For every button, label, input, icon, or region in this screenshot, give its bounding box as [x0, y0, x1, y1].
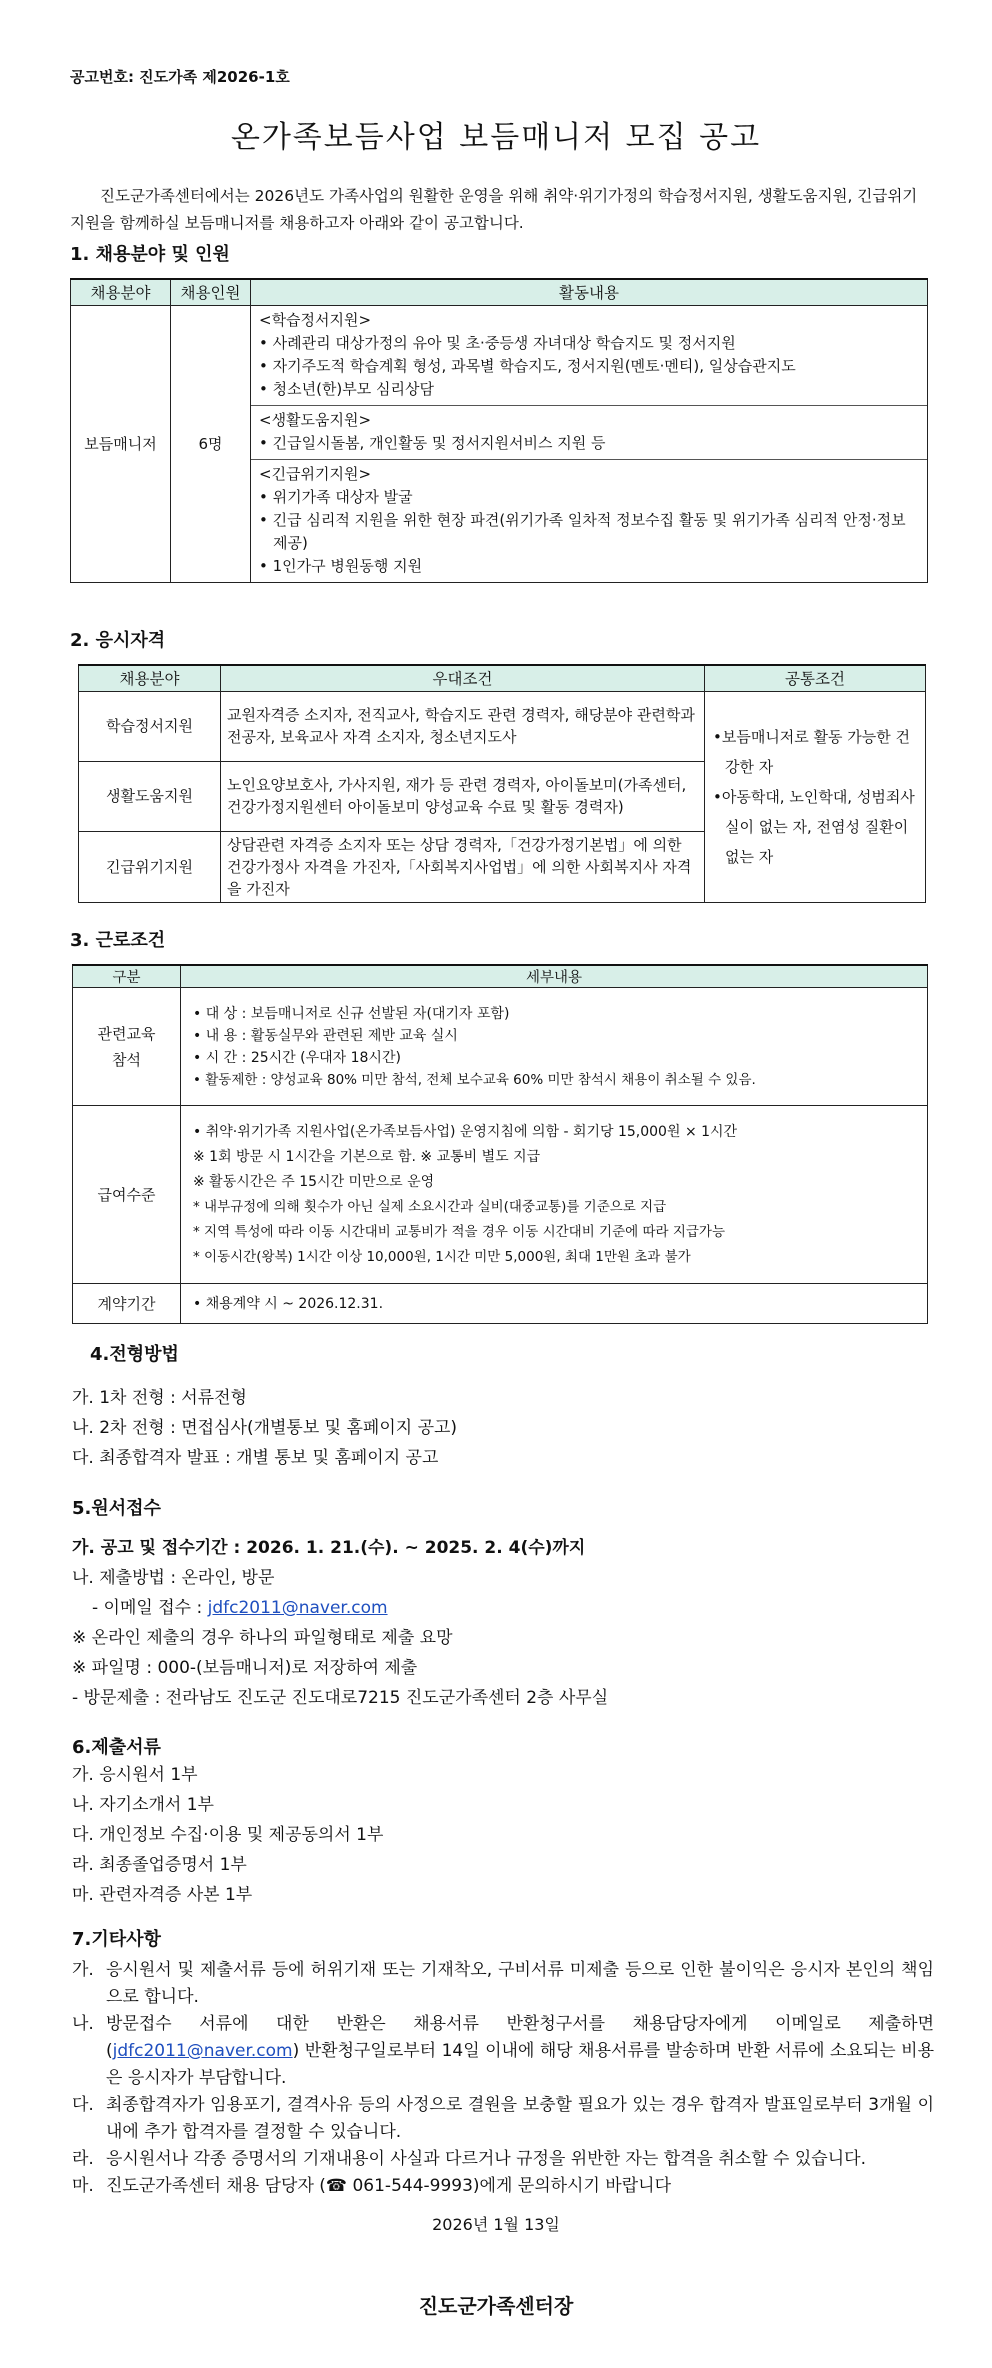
- document-item: 마. 관련자격증 사본 1부: [72, 1885, 253, 1905]
- page-title: 온가족보듬사업 보듬매니저 모집 공고: [230, 120, 762, 155]
- activity-line: • 위기가족 대상자 발굴: [259, 487, 413, 506]
- application-note: ※ 파일명 : 000-(보듬매니저)로 저장하여 제출: [72, 1658, 418, 1678]
- note-text: 최종합격자가 임용포기, 결격사유 등의 사정으로 결원을 보충할 필요가 있는 경우 합격자 발표일로부터 3개월 이내에 추가 합격자를 결정할 수 있습니다.: [106, 2095, 934, 2142]
- section5-heading: 5.원서접수: [72, 1498, 161, 1519]
- activity-group-learning: [251, 306, 927, 405]
- condition-label: 계약기간: [73, 1284, 181, 1324]
- activity-group-title: <긴급위기지원>: [259, 464, 372, 483]
- condition-detail: [181, 1106, 928, 1284]
- col-field: 채용분야: [71, 279, 171, 305]
- condition-line: ※ 활동시간은 주 15시간 미만으로 운영: [193, 1173, 435, 1190]
- activity-group-emergency: [251, 459, 927, 582]
- note-item: [72, 1957, 934, 2011]
- note-text: 진도군가족센터 채용 담당자 (☎ 061-544-9993)에게 문의하시기 바랍니다: [106, 2176, 671, 2196]
- col-detail: 세부내용: [181, 965, 928, 988]
- notice-number: 공고번호: 진도가족 제2026-1호: [70, 68, 290, 86]
- note-label: 라.: [72, 2149, 94, 2169]
- condition-label: 급여수준: [73, 1106, 181, 1284]
- note-item: [72, 2011, 934, 2092]
- note-item: [72, 2092, 934, 2146]
- activity-group-title: <학습정서지원>: [259, 310, 372, 329]
- note-label: 나.: [72, 2014, 94, 2034]
- qualification-table: [78, 664, 926, 903]
- condition-line: * 이동시간(왕복) 1시간 이상 10,000원, 1시간 미만 5,000원, 최대 1만원 초과 불가: [193, 1248, 691, 1265]
- note-label: 가.: [72, 1960, 94, 1980]
- condition-line: • 활동제한 : 양성교육 80% 미만 참석, 전체 보수교육 60% 미만 참석시 채용이 취소될 수 있음.: [193, 1071, 756, 1088]
- visit-submission: - 방문제출 : 전라남도 진도군 진도대로7215 진도군가족센터 2층 사무실: [72, 1688, 609, 1708]
- required-documents: [72, 1760, 383, 1910]
- col-preference: 우대조건: [221, 665, 705, 691]
- section7-heading: 7.기타사항: [72, 1929, 161, 1950]
- section3-heading: 3. 근로조건: [70, 930, 166, 951]
- email-label: - 이메일 접수 :: [92, 1598, 208, 1618]
- activity-group-title: <생활도움지원>: [259, 410, 372, 429]
- note-text-part: ) 반환청구일로부터 14일 이내에 해당 채용서류를 발송하며 반환 서류에 소요되는 비용은 응시자가 부담합니다.: [106, 2041, 934, 2088]
- other-notes: [72, 1957, 934, 2200]
- col-field: 채용분야: [79, 665, 221, 691]
- condition-line: • 취약·위기가족 지원사업(온가족보듬사업) 운영지침에 의함 - 회기당 15,000원 × 1시간: [193, 1123, 738, 1140]
- col-common: 공통조건: [705, 665, 926, 691]
- condition-detail: [181, 988, 928, 1106]
- activity-cell: [251, 305, 928, 582]
- application-info: [72, 1533, 608, 1713]
- selection-step: 나. 2차 전형 : 면접심사(개별통보 및 홈페이지 공고): [72, 1418, 458, 1438]
- section4-heading: 4.전형방법: [90, 1344, 179, 1365]
- activity-line: • 긴급일시돌봄, 개인활동 및 정서지원서비스 지원 등: [259, 433, 606, 452]
- qual-field: 생활도움지원: [79, 761, 221, 831]
- activity-group-life: [251, 405, 927, 459]
- document-item: 가. 응시원서 1부: [72, 1765, 198, 1785]
- qual-field: 긴급위기지원: [79, 831, 221, 902]
- note-text: [106, 2011, 934, 2092]
- note-text-part: 방문접수 서류에 대한 반환은 채용서류 반환청구서를 채용담당자에게 이메일로 제출하면 (: [106, 2014, 934, 2061]
- section1-heading: 1. 채용분야 및 인원: [70, 244, 230, 265]
- application-period: 가. 공고 및 접수기간 : 2026. 1. 21.(수). ~ 2025. 2. 4(수)까지: [72, 1538, 586, 1558]
- issuer-name: 진도군가족센터장: [418, 2294, 574, 2318]
- condition-line: • 대 상 : 보듬매니저로 신규 선발된 자(대기자 포함): [193, 1005, 510, 1022]
- recruit-table: [70, 278, 928, 583]
- notice-date: 2026년 1월 13일: [432, 2215, 560, 2234]
- selection-step: 가. 1차 전형 : 서류전형: [72, 1388, 247, 1408]
- recruit-field: 보듬매니저: [71, 305, 171, 582]
- condition-line: • 채용계약 시 ~ 2026.12.31.: [193, 1295, 384, 1312]
- selection-method: [72, 1383, 457, 1473]
- condition-line: • 내 용 : 활동실무와 관련된 제반 교육 실시: [193, 1027, 458, 1044]
- common-condition: •아동학대, 노인학대, 성범죄사실이 없는 자, 전염성 질환이 없는 자: [713, 787, 915, 866]
- intro-paragraph: 진도군가족센터에서는 2026년도 가족사업의 원활한 운영을 위해 취약·위기가정의 학습정서지원, 생활도움지원, 긴급위기지원을 함께하실 보듬매니저를 채용하고자 아래와 같이 공고합니다.: [70, 187, 918, 232]
- qual-preference: 상담관련 자격증 소지자 또는 상담 경력자,「건강가정기본법」에 의한 건강가정사 자격을 가진자,「사회복지사업법」에 의한 사회복지사 자격을 가진자: [221, 831, 705, 902]
- note-text: 응시원서 및 제출서류 등에 허위기재 또는 기재착오, 구비서류 미제출 등으로 인한 불이익은 응시자 본인의 책임으로 합니다.: [106, 1960, 934, 2007]
- working-conditions-table: [72, 964, 928, 1324]
- condition-detail: [181, 1284, 928, 1324]
- activity-line: • 긴급 심리적 지원을 위한 현장 파견(위기가족 일차적 정보수집 활동 및 위기가족 심리적 안정·정보 제공): [259, 510, 906, 552]
- document-item: 라. 최종졸업증명서 1부: [72, 1855, 247, 1875]
- col-category: 구분: [73, 965, 181, 988]
- note-label: 마.: [72, 2176, 94, 2196]
- condition-line: • 시 간 : 25시간 (우대자 18시간): [193, 1049, 401, 1066]
- document-item: 다. 개인정보 수집·이용 및 제공동의서 1부: [72, 1825, 384, 1845]
- activity-line: • 사례관리 대상가정의 유아 및 초·중등생 자녀대상 학습지도 및 정서지원: [259, 333, 736, 352]
- note-item: [72, 2173, 934, 2200]
- activity-line: • 1인가구 병원동행 지원: [259, 556, 423, 575]
- qual-preference: 노인요양보호사, 가사지원, 재가 등 관련 경력자, 아이돌보미(가족센터, 건강가정지원센터 아이돌보미 양성교육 수료 및 활동 경력자): [221, 761, 705, 831]
- selection-step: 다. 최종합격자 발표 : 개별 통보 및 홈페이지 공고: [72, 1448, 439, 1468]
- application-method: 나. 제출방법 : 온라인, 방문: [72, 1568, 275, 1588]
- col-count: 채용인원: [171, 279, 251, 305]
- email-link[interactable]: jdfc2011@naver.com: [207, 1598, 388, 1618]
- section6-heading: 6.제출서류: [72, 1737, 161, 1758]
- note-text: 응시원서나 각종 증명서의 기재내용이 사실과 다르거나 규정을 위반한 자는 합격을 취소할 수 있습니다.: [106, 2149, 866, 2169]
- application-note: ※ 온라인 제출의 경우 하나의 파일형태로 제출 요망: [72, 1628, 453, 1648]
- note-item: [72, 2146, 934, 2173]
- email-link[interactable]: jdfc2011@naver.com: [112, 2041, 293, 2061]
- condition-line: ※ 1회 방문 시 1시간을 기본으로 함. ※ 교통비 별도 지급: [193, 1148, 541, 1165]
- condition-line: * 내부규정에 의해 횟수가 아닌 실제 소요시간과 실비(대중교통)를 기준으로 지급: [193, 1198, 667, 1215]
- condition-line: * 지역 특성에 따라 이동 시간대비 교통비가 적을 경우 이동 시간대비 기준에 따라 지급가능: [193, 1223, 726, 1240]
- common-condition: •보듬매니저로 활동 가능한 건강한 자: [713, 727, 911, 776]
- qual-field: 학습정서지원: [79, 691, 221, 761]
- email-line: [72, 1593, 608, 1623]
- condition-label: 관련교육 참석: [73, 988, 181, 1106]
- activity-line: • 청소년(한)부모 심리상담: [259, 379, 434, 398]
- document-item: 나. 자기소개서 1부: [72, 1795, 214, 1815]
- col-activity: 활동내용: [251, 279, 928, 305]
- section2-heading: 2. 응시자격: [70, 630, 166, 651]
- qual-common: [705, 691, 926, 902]
- recruit-count: 6명: [171, 305, 251, 582]
- qual-preference: 교원자격증 소지자, 전직교사, 학습지도 관련 경력자, 해당분야 관련학과 전공자, 보육교사 자격 소지자, 청소년지도사: [221, 691, 705, 761]
- note-label: 다.: [72, 2095, 94, 2115]
- activity-line: • 자기주도적 학습계획 형성, 과목별 학습지도, 정서지원(멘토·멘티), 일상습관지도: [259, 356, 796, 375]
